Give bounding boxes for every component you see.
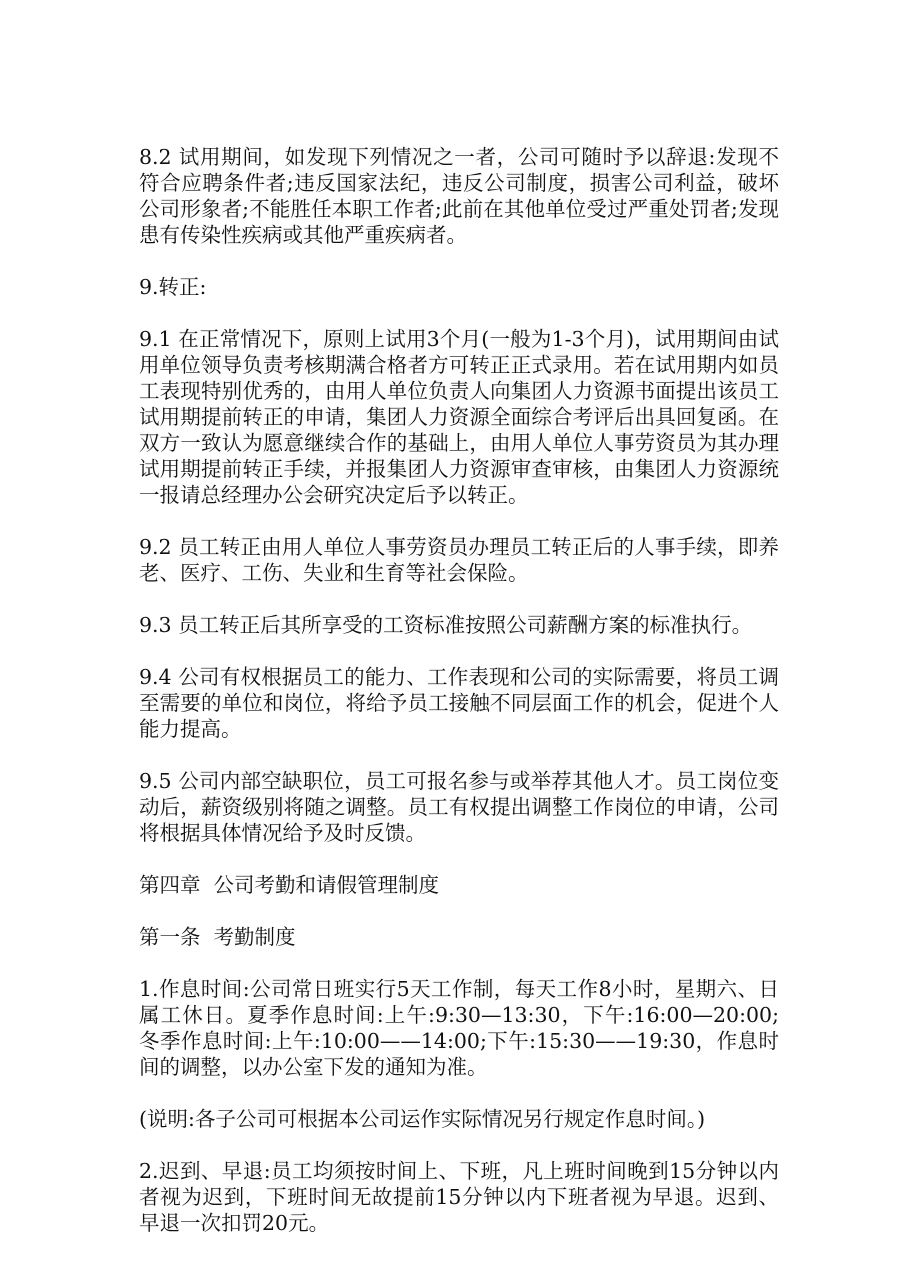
clause-9-1: 9.1 在正常情况下，原则上试用3个月(一般为1-3个月)，试用期间由试用单位领导负责考核期满合格者方可转正正式录用。若在试用期内如员工表现特别优秀的，由用人单位负责人向集团人力资源书面提出该员工试用期提前转正的申请，集团人力资源全面综合考评后出具回复函。在双方一致认为愿意继续合作的基础上，由用人单位人事劳资员为其办理试用期提前转正手续，并报集团人力资源审查审核，由集团人力资源统一报请总经理办公会研究决定后予以转正。	[139, 327, 779, 507]
chapter-4-heading: 第四章 公司考勤和请假管理制度	[139, 873, 440, 897]
late-early-clause: 2.迟到、早退:员工均须按时间上、下班，凡上班时间晚到15分钟以内者视为迟到，下班时间无故提前15分钟以内下班者视为早退。迟到、早退一次扣罚20元。	[139, 1159, 779, 1235]
article-1-heading: 第一条 考勤制度	[139, 925, 296, 949]
clause-9-5: 9.5 公司内部空缺职位，员工可报名参与或举荐其他人才。员工岗位变动后，薪资级别将随之调整。员工有权提出调整工作岗位的申请，公司将根据具体情况给予及时反馈。	[139, 769, 779, 845]
work-hours-clause: 1.作息时间:公司常日班实行5天工作制，每天工作8小时，星期六、日属工休日。夏季作息时间:上午:9:30—13:30，下午:16:00—20:00;冬季作息时间:上午:10:00——14:00;下午:15:30——19:30，作息时间的调整，以办公室下发的通知为准。	[139, 977, 779, 1079]
clause-9-3: 9.3 员工转正后其所享受的工资标准按照公司薪酬方案的标准执行。	[139, 613, 753, 637]
clause-9-4: 9.4 公司有权根据员工的能力、工作表现和公司的实际需要，将员工调至需要的单位和岗位，将给予员工接触不同层面工作的机会，促进个人能力提高。	[139, 665, 779, 741]
clause-9-2: 9.2 员工转正由用人单位人事劳资员办理员工转正后的人事手续，即养老、医疗、工伤、失业和生育等社会保险。	[139, 535, 779, 585]
clause-8-2: 8.2 试用期间，如发现下列情况之一者，公司可随时予以辞退:发现不符合应聘条件者;违反国家法纪，违反公司制度，损害公司利益，破坏公司形象者;不能胜任本职工作者;此前在其他单位受过严重处罚者;发现患有传染性疾病或其他严重疾病者。	[139, 145, 779, 247]
work-hours-note: (说明:各子公司可根据本公司运作实际情况另行规定作息时间。)	[139, 1107, 706, 1131]
section-9-heading: 9.转正:	[139, 275, 207, 299]
document-body	[139, 144, 779, 1262]
